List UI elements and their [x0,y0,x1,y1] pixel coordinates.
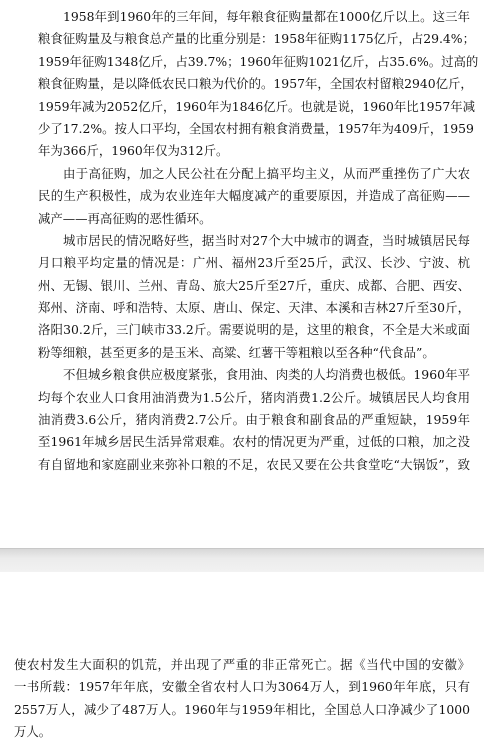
text-line: 粮食征购量及与粮食总产量的比重分别是：1958年征购1175亿斤，占29.4%； [38,31,475,47]
text-line: 1959年减为2052亿斤，1960年为1846亿斤。也就是说，1960年比1957年减 [38,98,476,114]
text-line: 油消费3.6公斤，猪肉消费2.7公斤。由于粮食和副食品的严重短缺，1959年 [38,412,470,428]
text-line: 洛阳30.2斤，三门峡市33.2斤。需要说明的是，这里的粮食，不全是大米或面 [38,322,470,338]
text-line: 1959年征购1348亿斤，占39.7%；1960年征购1021亿斤，占35.6%。过高的 [38,53,479,69]
text-line: 万人。 [14,724,52,740]
text-line: 2557万人，减少了487万人。1960年与1959年相比，全国总人口净减少了1000 [14,701,470,717]
text-line: 均每个农业人口食用油消费为1.5公斤，猪肉消费1.2公斤。城镇居民人均食用 [38,389,470,405]
text-line: 城市居民的情况略好些，据当时对27个大中城市的调查，当时城镇居民每 [63,232,470,248]
document-page-lower [0,572,484,752]
text-line: 由于高征购，加之人民公社在分配上搞平均主义，从而严重挫伤了广大农 [63,165,470,181]
text-line: 粮食征购量，是以降低农民口粮为代价的。1957年，全国农村留粮2940亿斤， [38,76,473,92]
body-text-upper [38,6,479,476]
text-line: 民的生产积极性，成为农业连年大幅度减产的重要原因，并造成了高征购—— [38,188,470,204]
text-line: 减产——再高征购的恶性循环。 [38,210,212,226]
text-line: 1958年到1960年的三年间，每年粮食征购量都在1000亿斤以上。这三年 [63,9,470,24]
text-line: 郑州、济南、呼和浩特、太原、唐山、保定、天津、本溪和吉林27斤至30斤， [38,300,470,316]
text-line: 州、无锡、银川、兰州、青岛、旅大25斤至27斤，重庆、成都、合肥、西安、 [38,277,470,293]
text-line: 年为366斤，1960年仅为312斤。 [38,143,229,159]
text-line: 月口粮平均定量的情况是：广州、福州23斤至25斤，武汉、长沙、宁波、杭 [38,255,470,271]
text-line: 至1961年城乡居民生活异常艰难。农村的情况更为严重，过低的口粮，加之没 [38,434,470,450]
text-line: 使农村发生大面积的饥荒，并出现了严重的非正常死亡。据《当代中国的安徽》 [14,657,470,672]
text-line: 不但城乡粮食供应极度紧张，食用油、肉类的人均消费也极低。1960年平 [63,367,470,383]
text-line: 一书所载：1957年年底，安徽全省农村人口为3064万人，到1960年年底，只有 [14,679,470,695]
text-line: 少了17.2%。按人口平均，全国农村拥有粮食消费量，1957年为409斤，1959 [38,120,474,136]
text-line: 有自留地和家庭副业来弥补口粮的不足，农民又要在公共食堂吃“大锅饭”，致 [38,456,470,472]
text-line: 粉等细粮，甚至更多的是玉米、高粱、红薯干等粗粮以至各种“代食品”。 [38,344,435,360]
page-break-gap [0,548,484,574]
body-text-lower [14,654,470,744]
